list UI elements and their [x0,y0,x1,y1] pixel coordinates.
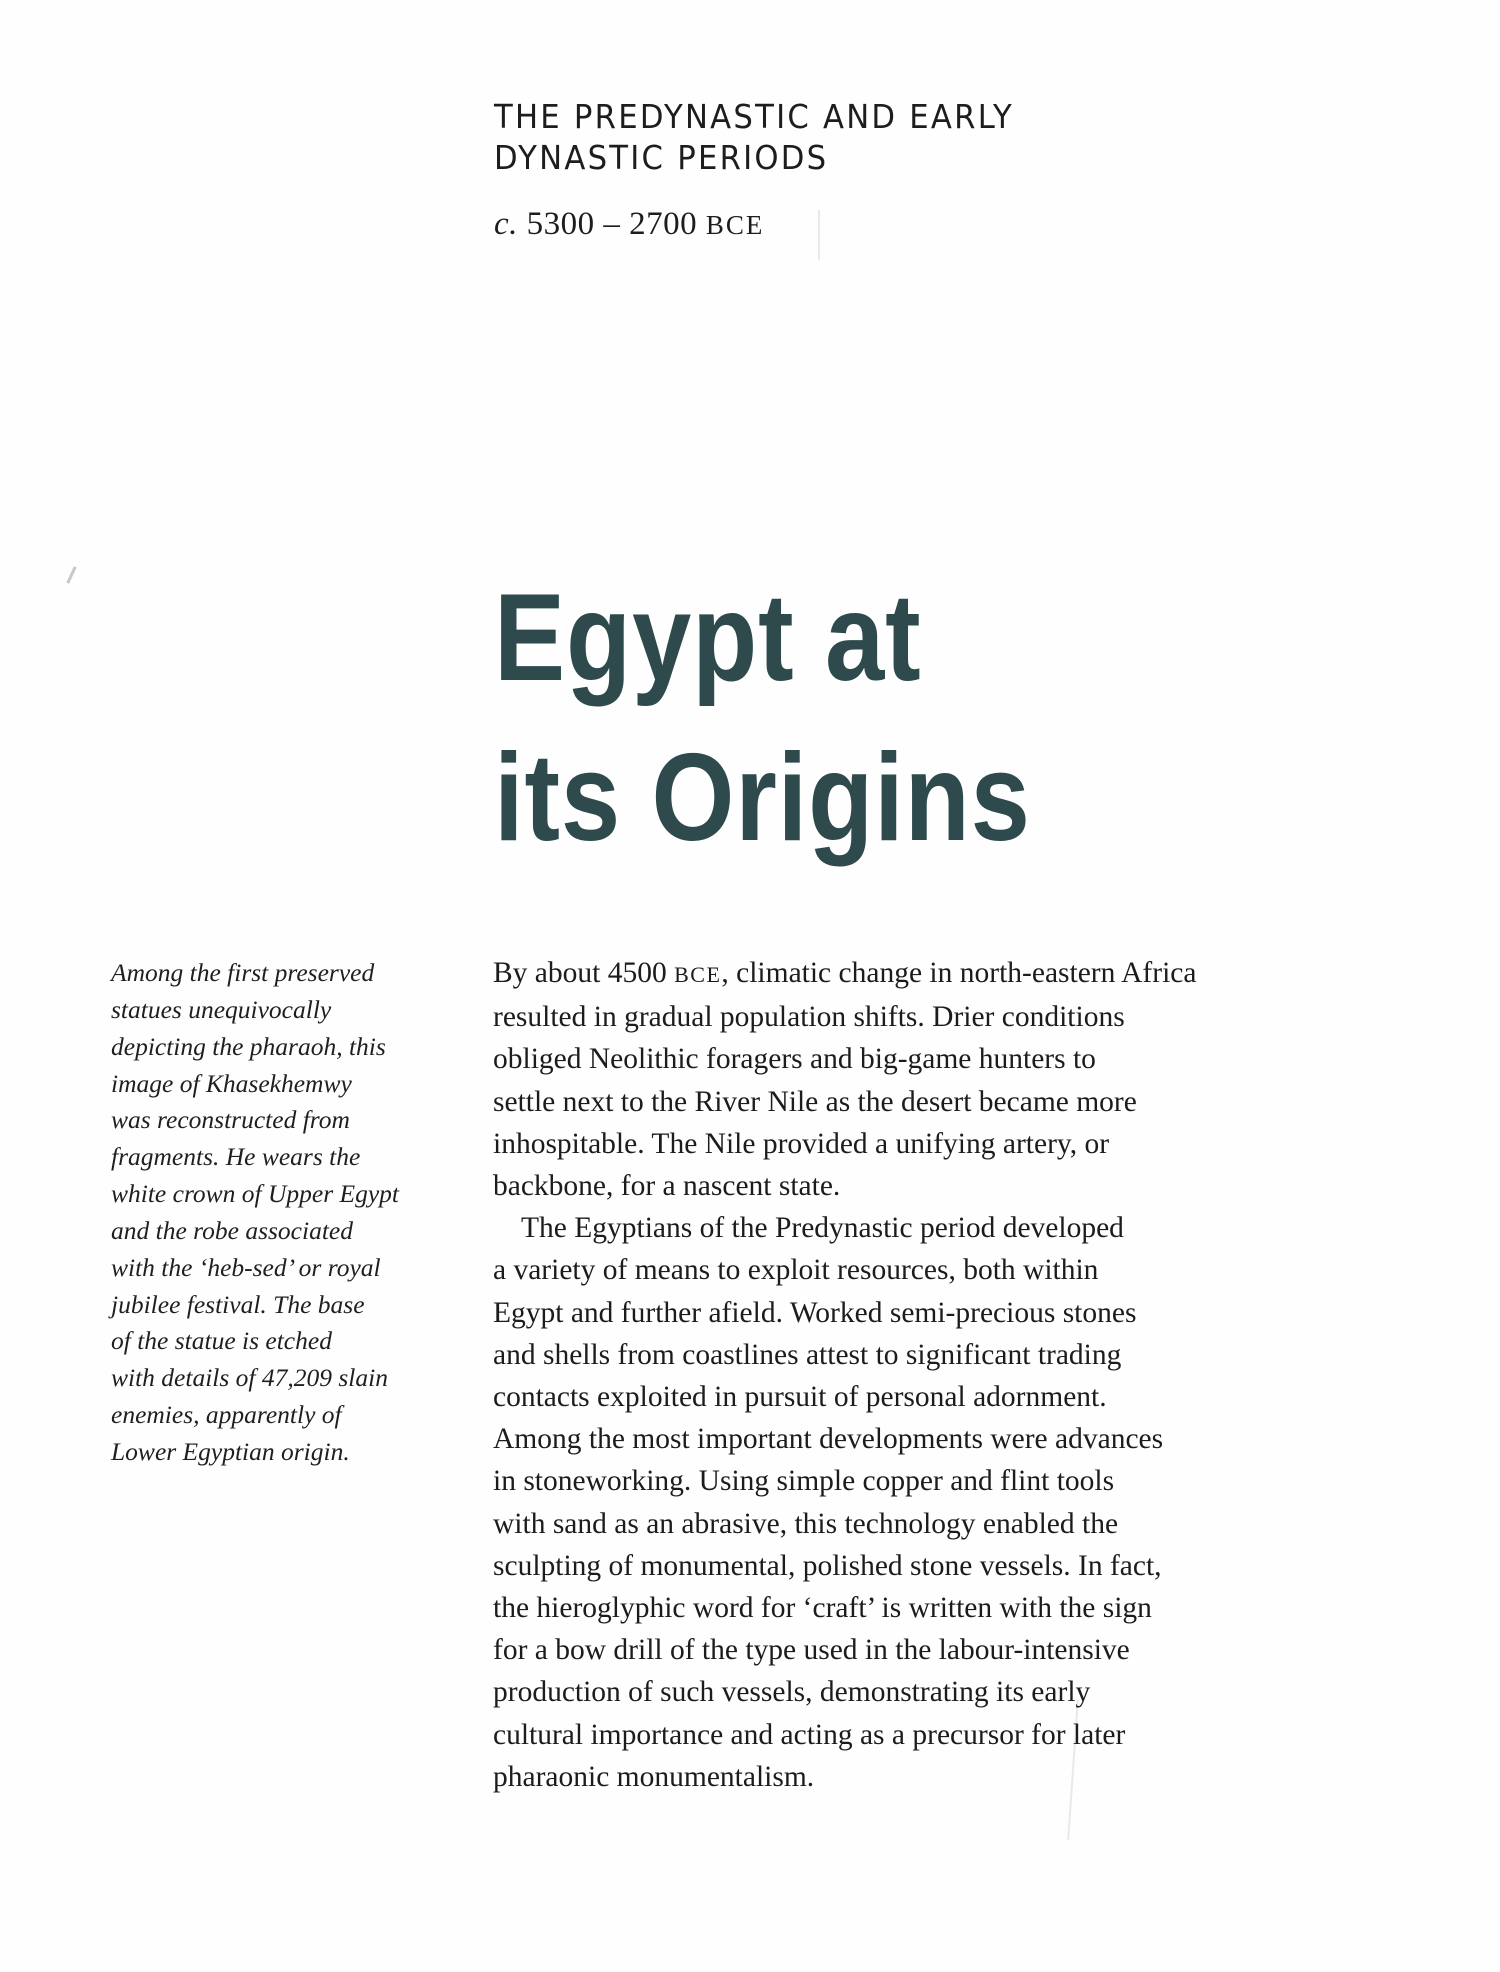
body-line: sculpting of monumental, polished stone vessels. In fact, [493,1549,1162,1582]
caption-line: jubilee festival. The base [111,1289,365,1319]
body-line: obliged Neolithic foragers and big-game hunters to [493,1043,1096,1076]
body-line [493,952,1196,996]
caption-line: statues unequivocally [111,994,332,1024]
body-line: for a bow drill of the type used in the labour-intensive [493,1634,1130,1667]
caption-line: of the statue is etched [111,1326,332,1356]
body-line: resulted in gradual population shifts. Drier conditions [493,1001,1125,1034]
body-line: production of such vessels, demonstrating its early [493,1676,1091,1709]
caption-line: depicting the pharaoh, this [111,1031,386,1061]
caption-line: white crown of Upper Egypt [111,1179,400,1209]
small-caps-era: BCE [674,962,722,987]
paragraph-start-line: The Egyptians of the Predynastic period developed [521,1212,1124,1245]
body-line: inhospitable. The Nile provided a unifying artery, or [493,1127,1110,1160]
body-line: Egypt and further afield. Worked semi-precious stones [493,1296,1137,1329]
date-years: 5300 – 2700 [517,206,706,242]
body-line: and shells from coastlines attest to significant trading [493,1338,1122,1371]
scan-fold-line [818,210,820,260]
caption-line: with details of 47,209 slain [111,1363,388,1393]
caption-line: image of Khasekhemwy [111,1068,352,1098]
caption-line: Among the first preserved [111,958,375,987]
body-text-run: , climatic change in north-eastern Africa [721,957,1197,989]
figure-caption [111,955,471,1471]
kicker-line: DYNASTIC PERIODS [494,138,829,177]
date-era: BCE [705,210,765,240]
body-line: settle next to the River Nile as the desert became more [493,1085,1137,1118]
body-text [493,952,1196,1798]
body-line: pharaonic monumentalism. [493,1760,815,1793]
caption-line: and the robe associated [111,1215,353,1245]
title-line: its Origins [494,729,1031,867]
body-line: the hieroglyphic word for ‘craft’ is written with the sign [493,1592,1152,1625]
body-line: a variety of means to exploit resources, both within [493,1254,1099,1287]
caption-line: with the ‘heb-sed’ or royal [111,1252,381,1282]
kicker-line: THE PREDYNASTIC AND EARLY [494,97,1014,136]
body-line: in stoneworking. Using simple copper and flint tools [493,1465,1115,1498]
chapter-title [494,558,1031,878]
body-text-run: By about 4500 [493,957,675,989]
caption-line: fragments. He wears the [111,1142,361,1172]
caption-line: was reconstructed from [111,1105,350,1135]
body-line: Among the most important developments were advances [493,1423,1164,1456]
body-line: backbone, for a nascent state. [493,1170,841,1203]
caption-line: Lower Egyptian origin. [111,1436,350,1466]
section-kicker [494,96,1014,178]
date-circa: c. [494,206,518,242]
title-line: Egypt at [494,569,922,707]
body-line: cultural importance and acting as a precursor for later [493,1718,1126,1751]
caption-line: enemies, apparently of [111,1400,342,1430]
date-range [494,204,764,245]
scan-mark [66,566,76,584]
body-line: with sand as an abrasive, this technology enabled the [493,1507,1119,1540]
body-line: contacts exploited in pursuit of personal adornment. [493,1381,1107,1414]
